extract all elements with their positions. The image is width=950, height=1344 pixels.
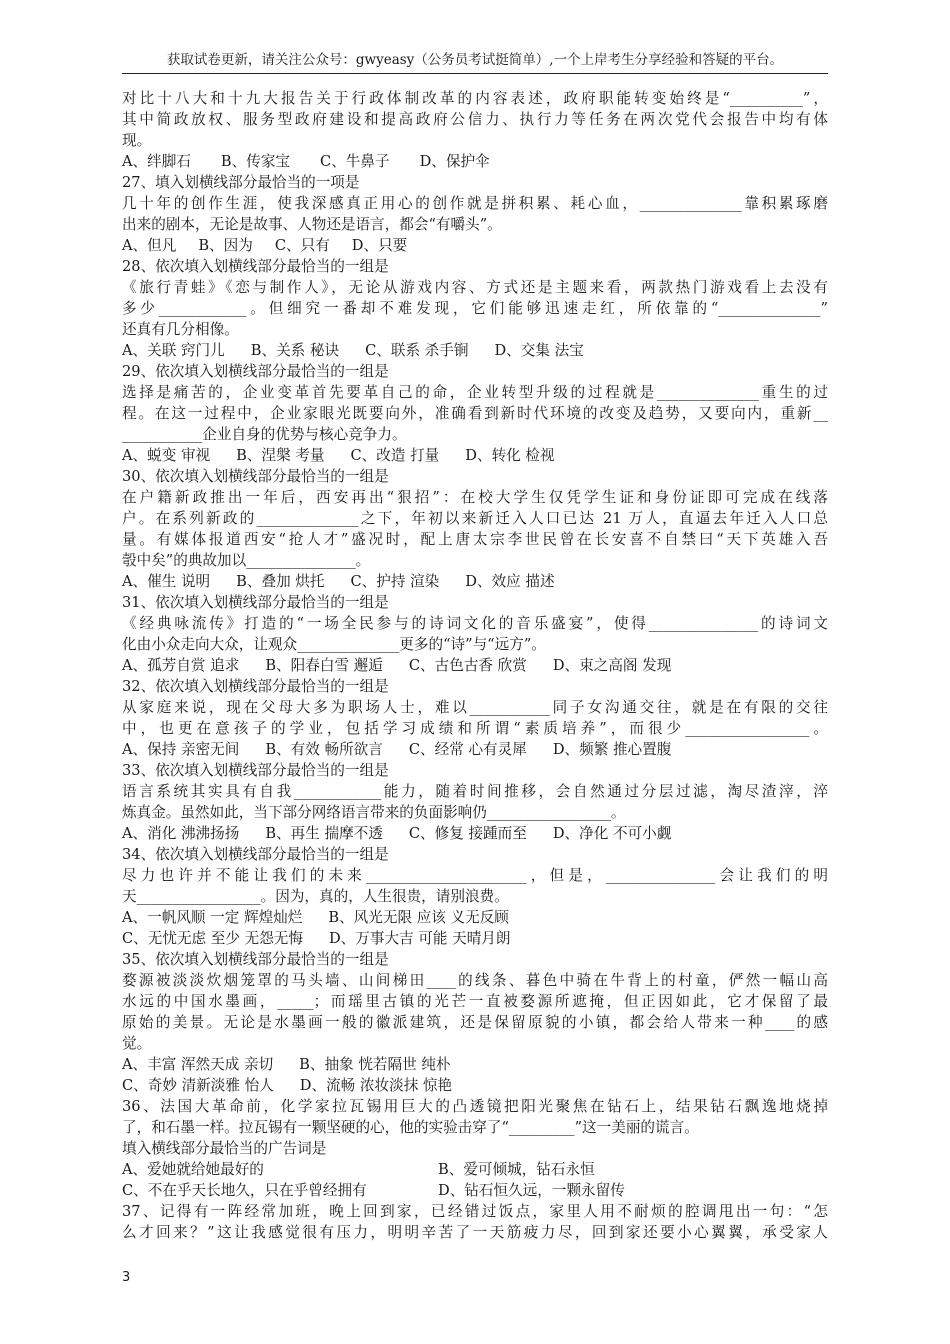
text-line: 选择是痛苦的，企业变革首先要革自己的命，企业转型升级的过程就是______________重生的过 xyxy=(122,384,828,401)
text-line: 化由小众走向大众，让观众______________更多的“诗”与“远方”。 xyxy=(122,636,546,653)
text-line: 其中简政放权、服务型政府建设和提高政府公信力、执行力等任务在两次党代会报告中均有体 xyxy=(122,111,828,128)
text-line: 现。 xyxy=(122,132,152,149)
header-divider xyxy=(122,73,828,74)
text-line: 觉。 xyxy=(122,1035,152,1052)
answer-option: C、改造 打量 xyxy=(350,447,440,464)
text-line: 了，和石墨一样。拉瓦锡有一颗坚硬的心，他的实验击穿了“_________”这一美丽的谎言。 xyxy=(122,1119,699,1136)
text-line: 婺源被淡淡炊烟笼罩的马头墙、山间梯田____的线条、暮色中骑在牛背上的村童，俨然一幅山高 xyxy=(122,972,828,989)
answer-options xyxy=(122,928,828,949)
answer-options xyxy=(122,571,828,592)
answer-options xyxy=(122,445,828,466)
text-line: 程。在这一过程中，企业家眼光既要向外，准确看到新时代环境的改变及趋势，又要向内，重新__ xyxy=(122,405,828,422)
answer-option: B、因为 xyxy=(198,237,253,254)
text-line: 填入横线部分最恰当的广告词是 xyxy=(122,1140,327,1157)
text-line: 量。有媒体报道西安“抢人才”盛况时，配上唐太宗李世民曾在长安喜不自禁曰“天下英雄入吾 xyxy=(122,531,828,548)
answer-option: B、阳春白雪 邂逅 xyxy=(265,657,383,674)
answer-option: D、效应 描述 xyxy=(465,573,555,590)
document-body xyxy=(122,88,828,1243)
answer-options xyxy=(122,823,828,844)
text-line: 天_________________。因为，真的，人生很贵，请别浪费。 xyxy=(122,888,509,905)
text-line: 中，也更在意孩子的学业，包括学习成绩和所谓“素质培养”，而很少_________________。 xyxy=(122,720,828,737)
answer-options xyxy=(122,235,828,256)
text-line: 36、法国大革命前，化学家拉瓦锡用巨大的凸透镜把阳光聚焦在钻石上，结果钻石飘逸地烧掉 xyxy=(122,1098,828,1115)
answer-option: C、无忧无虑 至少 无怨无悔 xyxy=(122,930,303,947)
answer-option: D、束之高阁 发现 xyxy=(552,657,672,674)
answer-option: D、万事大吉 可能 天晴月朗 xyxy=(328,930,511,947)
answer-options xyxy=(122,1075,828,1096)
text-line: 出来的剧本，无论是故事、人物还是语言，都会“有嚼头”。 xyxy=(122,216,502,233)
text-line: 水远的中国水墨画，_____；而瑶里古镇的光芒一直被婺源所遮掩，但正因如此，它才保留了最 xyxy=(122,993,828,1010)
answer-option: A、蜕变 审视 xyxy=(122,447,211,464)
answer-option: B、传家宝 xyxy=(220,153,291,170)
text-line: 《经典咏流传》打造的“一场全民参与的诗词文化的音乐盛宴”，使得_______________的诗词文 xyxy=(122,615,828,632)
answer-option: D、钻石恒久远，一颗永留传 xyxy=(438,1182,625,1199)
answer-option: C、护持 渲染 xyxy=(350,573,440,590)
answer-option: A、一帆风顺 一定 辉煌灿烂 xyxy=(122,909,303,926)
answer-option: B、有效 畅所欲言 xyxy=(265,741,383,758)
text-line: 语言系统其实具有自我____________能力，随着时间推移，会自然通过分层过滤，淘尽渣滓，淬 xyxy=(122,783,828,800)
answer-options xyxy=(122,739,828,760)
text-line: 户。在系列新政的______________之下，年初以来新迁入人口已达 21 万人，直逼去年迁入人口总 xyxy=(122,510,828,527)
answer-options xyxy=(122,151,828,172)
text-line: 35、依次填入划横线部分最恰当的一组是 xyxy=(122,951,389,968)
answer-option: D、交集 法宝 xyxy=(494,342,584,359)
answer-options xyxy=(122,907,828,928)
answer-option: D、保护伞 xyxy=(419,153,490,170)
answer-option: B、抽象 恍若隔世 纯朴 xyxy=(299,1056,451,1073)
answer-option: A、但凡 xyxy=(122,237,177,254)
text-line: ___________企业自身的优势与核心竞争力。 xyxy=(122,426,407,443)
answer-option: A、孤芳自赏 追求 xyxy=(122,657,240,674)
text-line: 37、记得有一阵经常加班，晚上回到家，已经错过饭点，家里人用不耐烦的腔调甩出一句：“怎 xyxy=(122,1203,828,1220)
answer-option: C、牛鼻子 xyxy=(320,153,390,170)
text-line: 原始的美景。无论是水墨画一般的徽派建筑，还是保留原貌的小镇，都会给人带来一种____的感 xyxy=(122,1014,828,1031)
text-line: 30、依次填入划横线部分最恰当的一组是 xyxy=(122,468,389,485)
answer-option: C、联系 杀手锏 xyxy=(365,342,469,359)
text-line: 《旅行青蛙》《恋与制作人》，无论从游戏内容、方式还是主题来看，两款热门游戏看上去没有 xyxy=(122,279,828,296)
text-line: 在户籍新政推出一年后，西安再出“狠招”：在校大学生仅凭学生证和身份证即可完成在线落 xyxy=(122,489,828,506)
header-notice: 获取试卷更新，请关注公众号：gwyeasy（公务员考试挺简单）,一个上岸考生分享经验和答疑的平台。 xyxy=(166,52,784,68)
text-line: 33、依次填入划横线部分最恰当的一组是 xyxy=(122,762,389,779)
text-line: 么才回来？”这让我感觉很有压力，明明辛苦了一天筋疲力尽，回到家还要小心翼翼，承受家人 xyxy=(122,1224,828,1241)
answer-option: A、丰富 浑然天成 亲切 xyxy=(122,1056,274,1073)
text-line: 尽力也许并不能让我们的未来______________________，但是，_______________会让我们的明 xyxy=(122,867,828,884)
text-line: 29、依次填入划横线部分最恰当的一组是 xyxy=(122,363,389,380)
answer-option: B、风光无限 应该 义无反顾 xyxy=(328,909,509,926)
text-line: 多少____________。但细究一番却不难发现，它们能够迅速走红，所依靠的“______________” xyxy=(122,300,828,317)
answer-option: C、只有 xyxy=(274,237,330,254)
text-line: 几十年的创作生涯，使我深感真正用心的创作就是拼积累、耗心血，______________靠积累琢磨 xyxy=(122,195,828,212)
text-line: 27、填入划横线部分最恰当的一项是 xyxy=(122,174,360,191)
text-line: 从家庭来说，现在父母大多为职场人士，难以___________同子女沟通交往，就是在有限的交往 xyxy=(122,699,828,716)
answer-option: C、经常 心有灵犀 xyxy=(408,741,527,758)
answer-options xyxy=(122,1054,828,1075)
answer-options xyxy=(122,340,828,361)
text-line: 对比十八大和十九大报告关于行政体制改革的内容表述，政府职能转变始终是“__________”， xyxy=(122,90,828,107)
answer-option: B、关系 秘诀 xyxy=(250,342,340,359)
text-line: 34、依次填入划横线部分最恰当的一组是 xyxy=(122,846,389,863)
answer-option: C、修复 接踵而至 xyxy=(408,825,527,842)
answer-option: B、再生 揣摩不透 xyxy=(265,825,383,842)
answer-options xyxy=(122,1180,828,1201)
answer-options xyxy=(122,655,828,676)
text-line: 炼真金。虽然如此，当下部分网络语言带来的负面影响仍_________________。 xyxy=(122,804,626,821)
answer-option: C、古色古香 欣赏 xyxy=(408,657,527,674)
answer-option: A、消化 沸沸扬扬 xyxy=(122,825,240,842)
answer-option: A、催生 说明 xyxy=(122,573,211,590)
text-line: 31、依次填入划横线部分最恰当的一组是 xyxy=(122,594,389,611)
page-number: 3 xyxy=(122,1270,131,1285)
answer-option: B、爱可倾城，钻石永恒 xyxy=(438,1161,595,1178)
answer-option: C、不在乎天长地久，只在乎曾经拥有 xyxy=(122,1182,367,1199)
answer-option: D、净化 不可小觑 xyxy=(552,825,672,842)
answer-option: A、保持 亲密无间 xyxy=(122,741,240,758)
answer-option: D、频繁 推心置腹 xyxy=(552,741,672,758)
text-line: 32、依次填入划横线部分最恰当的一组是 xyxy=(122,678,389,695)
answer-option: B、涅槃 考量 xyxy=(236,447,325,464)
answer-option: A、绊脚石 xyxy=(122,153,191,170)
text-line: 28、依次填入划横线部分最恰当的一组是 xyxy=(122,258,389,275)
answer-option: C、奇妙 清新淡雅 怡人 xyxy=(122,1077,274,1094)
answer-option: D、转化 检视 xyxy=(465,447,555,464)
answer-options xyxy=(122,1159,828,1180)
answer-option: D、流畅 浓妆淡抹 惊艳 xyxy=(299,1077,453,1094)
answer-option: B、叠加 烘托 xyxy=(236,573,325,590)
answer-option: A、爱她就给她最好的 xyxy=(122,1161,264,1178)
text-line: 还真有几分相像。 xyxy=(122,321,239,338)
answer-option: A、关联 窍门儿 xyxy=(122,342,225,359)
text-line: 彀中矣”的典故加以_______________。 xyxy=(122,552,371,569)
answer-option: D、只要 xyxy=(351,237,408,254)
